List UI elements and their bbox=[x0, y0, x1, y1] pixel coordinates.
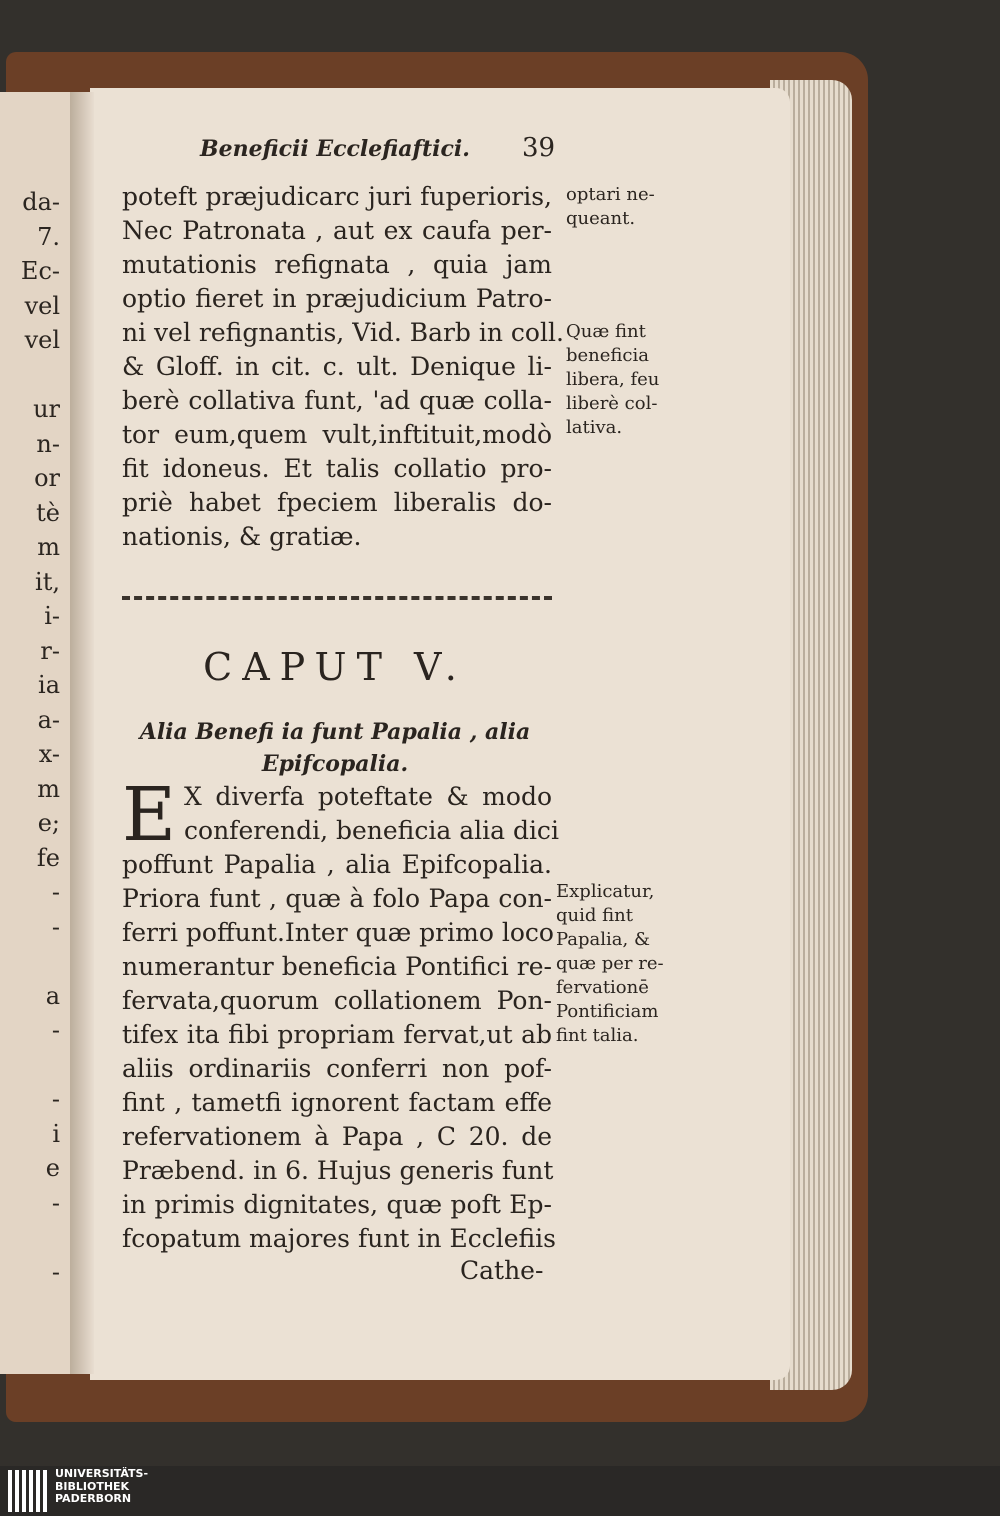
left-page-fragment: da- bbox=[22, 188, 60, 216]
margin-note-line: lativa. bbox=[566, 417, 623, 438]
text-line: Præbend. in 6. Hujus generis funt bbox=[122, 1156, 554, 1185]
left-page-fragment: vel bbox=[24, 291, 60, 320]
margin-note-line: libera, feu bbox=[566, 369, 660, 390]
left-page-fragment: or bbox=[34, 464, 60, 492]
left-page-fragment bbox=[0, 944, 60, 979]
library-footer bbox=[0, 1466, 1000, 1516]
text-line: tor eum,quem vult,inftituit,modò bbox=[122, 420, 552, 449]
left-page-fragment: m bbox=[37, 533, 60, 561]
text-line: numerantur beneficia Pontifici re- bbox=[122, 952, 552, 981]
text-line: nationis, & gratiæ. bbox=[122, 522, 362, 551]
left-page-fragment: a bbox=[45, 981, 60, 1010]
left-page-fragment: ia bbox=[38, 671, 60, 699]
chapter-subtitle bbox=[120, 716, 550, 780]
left-page-fragment: e; bbox=[37, 809, 60, 837]
left-page-fragment: tè bbox=[36, 498, 60, 527]
margin-note-papalia bbox=[556, 880, 664, 1048]
margin-note-line: Explicatur, bbox=[556, 881, 655, 902]
drop-cap: E bbox=[122, 772, 177, 858]
body-text-bottom bbox=[122, 772, 559, 1256]
text-line: aliis ordinariis conferri non pof- bbox=[122, 1054, 552, 1083]
text-line: refervationem à Papa , C 20. de bbox=[122, 1122, 552, 1151]
margin-note-line: queant. bbox=[566, 208, 636, 229]
left-page-fragment: Ec- bbox=[20, 257, 60, 285]
left-page-fragment: it, bbox=[35, 567, 60, 596]
left-page-fragment bbox=[0, 358, 60, 393]
page-number: 39 bbox=[522, 133, 556, 163]
library-logo-text bbox=[55, 1468, 148, 1506]
section-divider bbox=[122, 596, 552, 600]
left-page-fragment: i- bbox=[44, 602, 60, 630]
left-page-text-fragments bbox=[0, 185, 60, 1289]
text-line: fervata,quorum collationem Pon- bbox=[122, 986, 552, 1015]
margin-note-optari bbox=[566, 183, 655, 231]
logo-line: BIBLIOTHEK bbox=[55, 1479, 130, 1493]
left-page-fragment: - bbox=[51, 1085, 60, 1113]
logo-line: PADERBORN bbox=[55, 1492, 132, 1505]
margin-note-line: liberè col- bbox=[566, 393, 658, 414]
text-line: priè habet fpeciem liberalis do- bbox=[122, 488, 552, 517]
left-page-fragment: fe bbox=[36, 843, 60, 872]
text-line: tifex ita fibi propriam fervat,ut ab bbox=[122, 1020, 552, 1049]
left-page-fragment: 7. bbox=[37, 222, 60, 251]
text-line: ferri poffunt.Inter quæ primo loco bbox=[122, 918, 554, 947]
left-page-fragment: - bbox=[51, 1257, 60, 1286]
left-page-fragment: x- bbox=[38, 740, 60, 768]
text-line: X diverfa poteftate & modo bbox=[184, 782, 552, 811]
text-line: conferendi, beneficia alia dici bbox=[184, 816, 559, 845]
left-page-fragment: - bbox=[51, 1016, 60, 1044]
margin-note-line: quid fint bbox=[556, 905, 633, 926]
chapter-subtitle-line: Epifcopalia. bbox=[261, 751, 409, 777]
margin-note-line: fervationē bbox=[556, 977, 649, 998]
margin-note-line: beneficia bbox=[566, 345, 649, 366]
text-line: Nec Patronata , aut ex caufa per- bbox=[122, 216, 552, 245]
book-gutter bbox=[70, 92, 94, 1374]
text-line: ni vel refignantis, Vid. Barb in coll. bbox=[122, 318, 564, 347]
margin-note-libera bbox=[566, 320, 659, 440]
chapter-title: CAPUT V. bbox=[203, 645, 467, 689]
left-page-fragment: m bbox=[37, 774, 60, 803]
chapter-subtitle-line: Alia Benefi ia funt Papalia , alia bbox=[139, 719, 531, 745]
left-page-fragment: ur bbox=[33, 395, 60, 423]
logo-line: UNIVERSITÄTS- bbox=[55, 1467, 149, 1480]
library-logo-icon bbox=[8, 1470, 48, 1512]
body-text-top bbox=[122, 180, 564, 554]
left-page-fragment: - bbox=[51, 1188, 60, 1217]
margin-note-line: Pontificiam bbox=[556, 1001, 659, 1022]
margin-note-line: quæ per re- bbox=[556, 953, 664, 974]
text-line: berè collativa funt, 'ad quæ colla- bbox=[122, 386, 552, 415]
margin-note-line: fint talia. bbox=[556, 1025, 639, 1046]
text-line: fit idoneus. Et talis collatio pro- bbox=[122, 454, 552, 483]
margin-note-line: Quæ fint bbox=[566, 321, 646, 342]
text-line: fint , tametfi ignorent factam effe bbox=[122, 1088, 552, 1117]
catchword: Cathe- bbox=[460, 1256, 544, 1285]
left-page-fragment bbox=[0, 1220, 60, 1255]
text-line: & Gloff. in cit. c. ult. Denique li- bbox=[122, 352, 552, 381]
left-page-fragment bbox=[0, 1048, 60, 1083]
text-line: Priora funt , quæ à folo Papa con- bbox=[122, 884, 552, 913]
text-line: poffunt Papalia , alia Epifcopalia. bbox=[122, 850, 552, 879]
left-page-fragment: - bbox=[51, 912, 60, 941]
text-line: in primis dignitates, quæ poft Ep- bbox=[122, 1190, 552, 1219]
text-line: fcopatum majores funt in Ecclefiis bbox=[122, 1224, 556, 1253]
left-page-fragment: n- bbox=[36, 429, 60, 458]
left-page-fragment: - bbox=[51, 878, 60, 906]
text-line: mutationis refignata , quia jam bbox=[122, 250, 552, 279]
margin-note-line: optari ne- bbox=[566, 184, 655, 205]
left-page-fragment: e bbox=[45, 1154, 60, 1182]
left-page-fragment: a- bbox=[37, 705, 60, 734]
text-line: poteft præjudicarc juri fuperioris, bbox=[122, 182, 552, 211]
text-line: optio fieret in præjudicium Patro- bbox=[122, 284, 552, 313]
margin-note-line: Papalia, & bbox=[556, 929, 650, 950]
running-head: Beneficii Ecclefiaftici. bbox=[200, 136, 470, 162]
left-page-fragment: i bbox=[52, 1119, 60, 1148]
left-page-fragment: vel bbox=[24, 326, 60, 354]
left-page-fragment: r- bbox=[40, 636, 60, 665]
